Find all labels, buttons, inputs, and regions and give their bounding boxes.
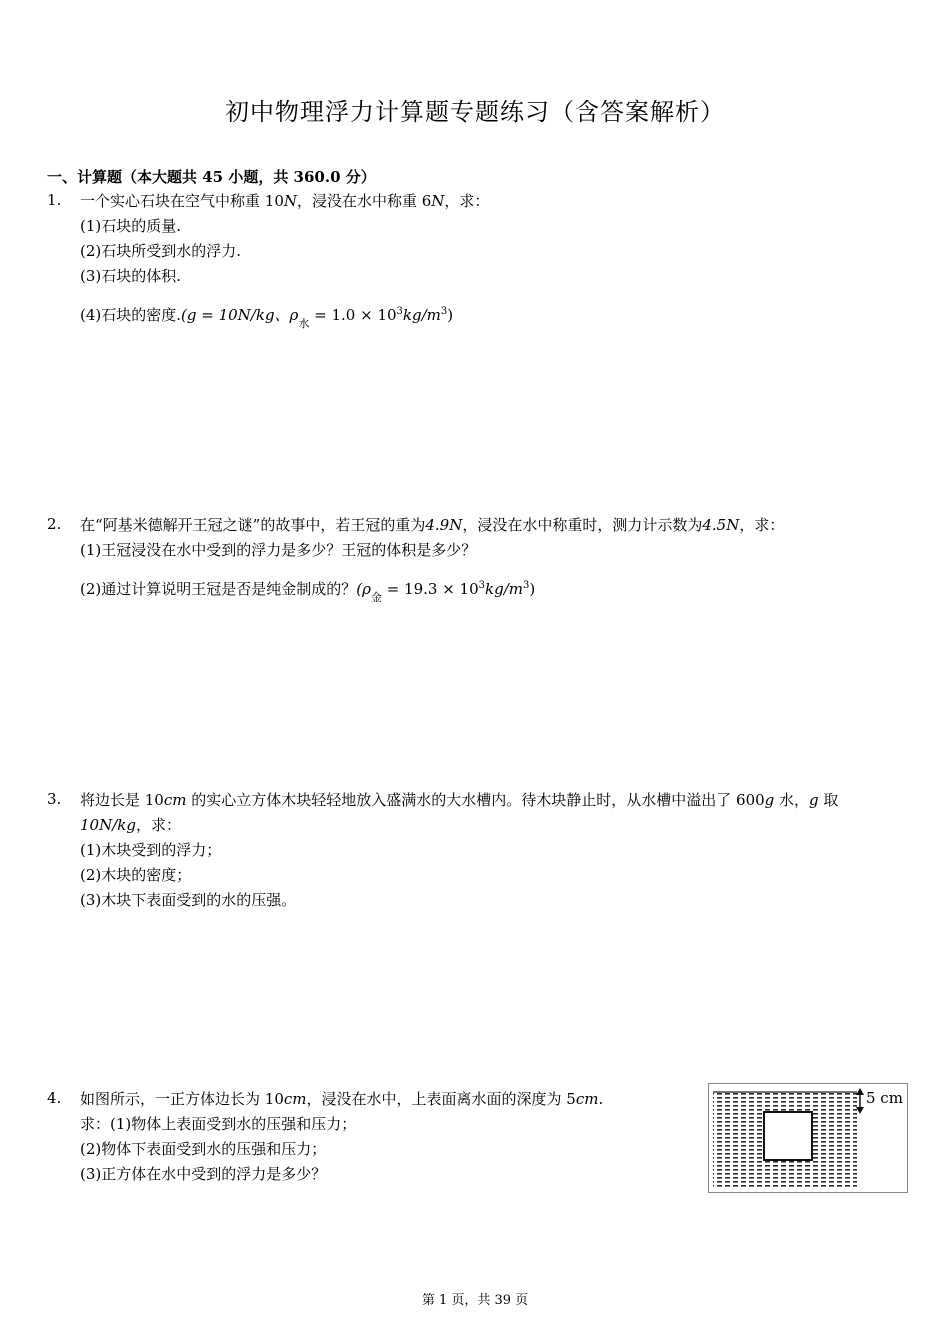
sub-question-2 (80, 576, 535, 608)
stem-text: ，求： (444, 192, 490, 210)
exponent: 3 (478, 580, 485, 591)
unit: cm (163, 791, 187, 809)
value: 4.5N (702, 516, 740, 534)
sub-question-1: 求：(1)物体上表面受到水的压强和压力； (80, 1115, 357, 1133)
unit: N (431, 192, 445, 210)
sub-question-2: (2)石块所受到水的浮力. (80, 242, 242, 260)
question-stem (80, 191, 489, 211)
question-number: 2. (47, 515, 62, 533)
value: 4.9N (425, 516, 463, 534)
question-number: 3. (47, 790, 62, 808)
stem-text: 在“阿基米德解开王冠之谜”的故事中，若王冠的重为 (80, 516, 426, 534)
stem-text: ，浸没在水中称重时，测力计示数为 (462, 516, 703, 534)
page-footer: 第 1 页，共 39 页 (421, 1293, 529, 1308)
stem-text: . (598, 1090, 604, 1108)
exponent: 3 (522, 580, 530, 591)
formula: kg/m (485, 580, 523, 598)
formula: = 19.3 × 10 (381, 580, 479, 598)
sub-question-1: (1)木块受到的浮力； (80, 841, 222, 859)
sub-question-3: (3)石块的体积. (80, 267, 182, 285)
question-stem (80, 790, 838, 810)
stem-text: 一个实心石块在空气中称重 10 (80, 192, 284, 210)
question-stem-continued (80, 815, 181, 835)
formula: ) (529, 580, 536, 598)
sub-question-1: (1)石块的质量. (80, 217, 182, 235)
stem-text: (2)通过计算说明王冠是否是纯金制成的？ (80, 580, 357, 598)
exponent: 3 (396, 306, 403, 317)
depth-label: 5 cm (866, 1089, 903, 1107)
page-title: 初中物理浮力计算题专题练习（含答案解析） (225, 98, 725, 126)
stem-text: ，求： (739, 516, 785, 534)
question-stem (80, 1089, 603, 1109)
section-heading: 一、计算题（本大题共 45 小题，共 360.0 分） (47, 168, 376, 186)
formula: = 1.0 × 10 (309, 306, 397, 324)
sub-question-2: (2)木块的密度； (80, 866, 192, 884)
stem-text: 将边长是 10 (80, 791, 164, 809)
formula: ) (447, 306, 454, 324)
unit: cm (575, 1090, 599, 1108)
subscript: 水 (298, 317, 310, 330)
sub-question-3: (3)木块下表面受到的水的压强。 (80, 891, 297, 909)
question-stem (80, 515, 784, 535)
cube-in-water-figure (708, 1083, 908, 1193)
cube (764, 1112, 812, 1160)
stem-text: 取 (818, 791, 839, 809)
question-number: 1. (47, 191, 62, 209)
sub-question-4 (80, 302, 453, 334)
formula: (ρ (356, 580, 371, 598)
value: 10N/kg (80, 816, 136, 834)
question-number: 4. (47, 1089, 62, 1107)
stem-text: 水， (774, 791, 810, 809)
sub-question-3: (3)正方体在水中受到的浮力是多少？ (80, 1165, 327, 1183)
sub-question-2: (2)物体下表面受到水的压强和压力； (80, 1140, 327, 1158)
unit: N (283, 192, 297, 210)
formula: (g = 10N/kg、ρ (181, 306, 299, 324)
subscript: 金 (370, 591, 382, 604)
stem-text: ，浸没在水中称重 6 (296, 192, 432, 210)
stem-text: 如图所示，一正方体边长为 10 (80, 1090, 284, 1108)
symbol: g (809, 791, 819, 809)
exponent: 3 (440, 306, 448, 317)
stem-text: (4)石块的密度. (80, 306, 182, 324)
unit: g (764, 791, 775, 809)
stem-text: ，求： (135, 816, 181, 834)
stem-text: ，浸没在水中，上表面离水面的深度为 5 (306, 1090, 576, 1108)
arrow-up-icon (856, 1088, 864, 1095)
formula: kg/m (402, 306, 441, 324)
arrow-down-icon (856, 1107, 864, 1114)
sub-question-1: (1)王冠浸没在水中受到的浮力是多少？王冠的体积是多少？ (80, 541, 477, 559)
unit: cm (283, 1090, 307, 1108)
stem-text: 的实心立方体木块轻轻地放入盛满水的大水槽内。待木块静止时，从水槽中溢出了 600 (186, 791, 765, 809)
